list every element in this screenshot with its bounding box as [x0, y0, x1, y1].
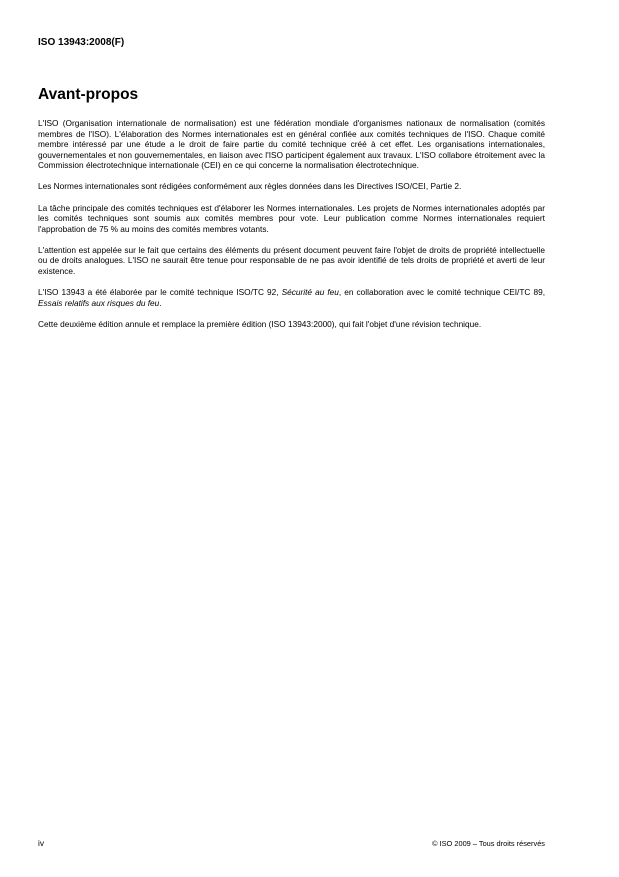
paragraph-prepared-by	[38, 287, 545, 308]
page-number: iv	[38, 838, 44, 848]
prepared-by-text-2: , en collaboration avec le comité technique CEI/TC 89,	[338, 287, 546, 298]
prepared-by-text-3: .	[159, 297, 162, 308]
document-id-header: ISO 13943:2008(F)	[38, 37, 125, 48]
paragraph-iso-organisation: L'ISO (Organisation internationale de normalisation) est une fédération mondiale d'organismes nationaux de normalisation (comités membres de l'ISO). L'élaboration des Normes internationales est en général confiée aux comités techniques de l'ISO. Chaque comité membre intéressé par une étude a le droit de faire partie du comité technique créé à cet effet. Les organisations internationales, gouvernementales et non gouvernementales, en liaison avec l'ISO participent également aux travaux. L'ISO collabore étroitement avec la Commission électrotechnique internationale (CEI) en ce qui concerne la normalisation électrotechnique.	[38, 118, 545, 171]
paragraph-technical-committees: La tâche principale des comités techniques est d'élaborer les Normes internationales. Les projets de Normes internationales adoptés par les comités techniques sont soumis aux comités membres pour vote. Leur publication comme Normes internationales requiert l'approbation de 75 % au moins des comités membres votants.	[38, 202, 545, 234]
prepared-by-text-1: L'ISO 13943 a été élaborée par le comité technique ISO/TC 92,	[38, 287, 282, 298]
copyright-notice: © ISO 2009 – Tous droits réservés	[432, 839, 545, 848]
paragraph-edition: Cette deuxième édition annule et remplace la première édition (ISO 13943:2000), qui fait l'objet d'une révision technique.	[38, 318, 482, 329]
page-title: Avant-propos	[38, 86, 139, 103]
paragraph-directives: Les Normes internationales sont rédigées conformément aux règles données dans les Directives ISO/CEI, Partie 2.	[38, 181, 462, 192]
foreword-body	[38, 118, 545, 340]
tc92-title: Sécurité au feu	[281, 287, 339, 298]
tc89-title: Essais relatifs aux risques du feu	[38, 297, 160, 308]
paragraph-patent-rights: L'attention est appelée sur le fait que certains des éléments du présent document peuvent faire l'objet de droits de propriété intellectuelle ou de droits analogues. L'ISO ne saurait être tenue pour responsable de ne pas avoir identifié de tels droits de propriété et averti de leur existence.	[38, 244, 545, 277]
